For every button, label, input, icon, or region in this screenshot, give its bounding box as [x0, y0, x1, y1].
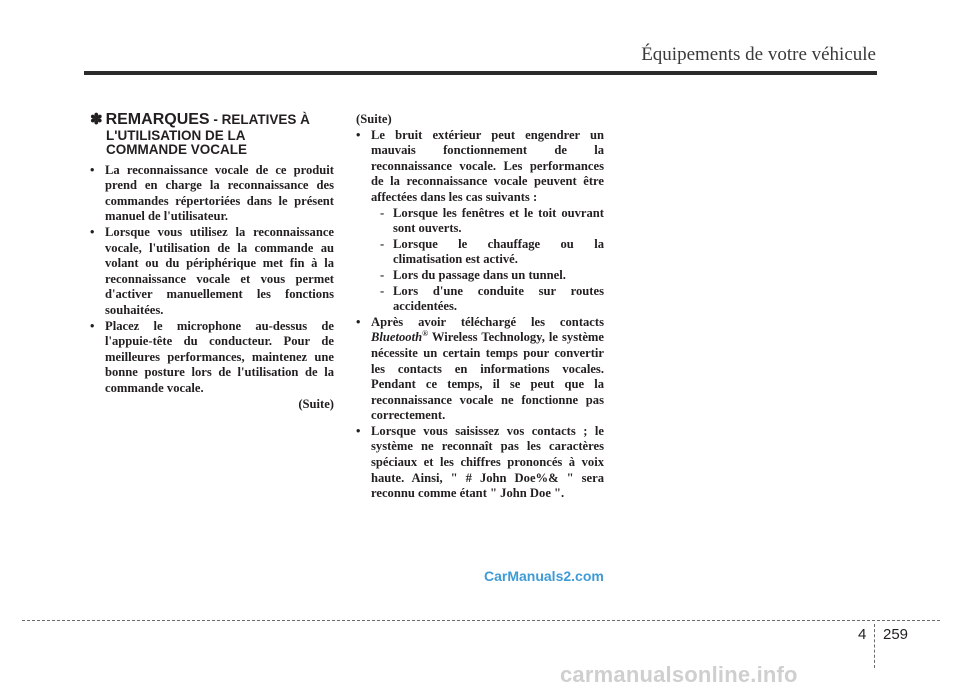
right-bullet-list	[356, 128, 604, 502]
bullet-text-prefix: Après avoir téléchargé les contacts	[371, 314, 604, 329]
sub-list-item: - Lors du passage dans un tunnel.	[371, 268, 604, 284]
section-number: 4	[858, 626, 867, 643]
note-heading	[90, 112, 334, 157]
bullet-text-rest: Wireless Technology, le système nécessite un certain temps pour convertir les contacts en informations vocales. Pendant ce temps, il se peut que la reconnaissance vocale ne fonctionne pas correctement.	[371, 330, 604, 423]
bullet-text: Le bruit extérieur peut engendrer un mauvais fonctionnement de la reconnaissance vocale. Les performances de la reconnaissance vocale peuvent être affectées dans les cas suivants :	[371, 127, 604, 204]
note-star-icon: ✽	[90, 111, 103, 128]
right-column	[356, 112, 604, 502]
list-item: • Lorsque vous utilisez la reconnaissance vocale, l'utilisation de la commande au volant ou du périphérique met fin à la reconnaissance vocale et vous permet d'activer manuellement les fonctions souhaitées.	[90, 225, 334, 319]
watermark-carmanualsonline: carmanualsonline.info	[560, 662, 798, 687]
page-header-title: Équipements de votre véhicule	[641, 44, 876, 65]
list-item: • La reconnaissance vocale de ce produit prend en charge la reconnaissance des commandes répertoriées dans le présent manuel de l'utilisateur.	[90, 163, 334, 225]
note-title-line3: COMMANDE VOCALE	[106, 141, 247, 157]
footer-rule	[22, 620, 940, 621]
list-item	[356, 315, 604, 424]
left-bullet-list	[90, 163, 334, 397]
note-title-main: REMARQUES	[105, 111, 210, 128]
watermark-carmanuals2: CarManuals2.com	[484, 568, 604, 584]
sub-list-item: - Lorsque le chauffage ou la climatisation est activé.	[371, 237, 604, 268]
header-rule	[84, 71, 877, 75]
sub-list-item: - Lors d'une conduite sur routes accidentées.	[371, 284, 604, 315]
suite-label-right: (Suite)	[356, 112, 392, 126]
list-item: • Placez le microphone au-dessus de l'appuie-tête du conducteur. Pour de meilleures performances, maintenez une bonne posture lors de l'utilisation de la commande vocale.	[90, 319, 334, 397]
page-number-separator	[874, 624, 875, 668]
note-title-line2: L'UTILISATION DE LA	[106, 127, 246, 143]
note-title-rest: - RELATIVES À	[209, 112, 310, 127]
registered-mark: ®	[422, 329, 429, 339]
list-item: • Lorsque vous saisissez vos contacts ; le système ne reconnaît pas les caractères spéciaux et les chiffres prononcés à voix haute. Ainsi, " # John Doe%& " sera reconnu comme étant " John Doe ".	[356, 424, 604, 502]
sub-list-item: - Lorsque les fenêtres et le toit ouvrant sont ouverts.	[371, 206, 604, 237]
page-number: 259	[883, 626, 909, 643]
bluetooth-brand: Bluetooth	[371, 330, 423, 345]
suite-label-left: (Suite)	[298, 396, 334, 411]
left-column	[90, 112, 334, 412]
sub-list	[371, 206, 604, 315]
list-item	[356, 128, 604, 315]
